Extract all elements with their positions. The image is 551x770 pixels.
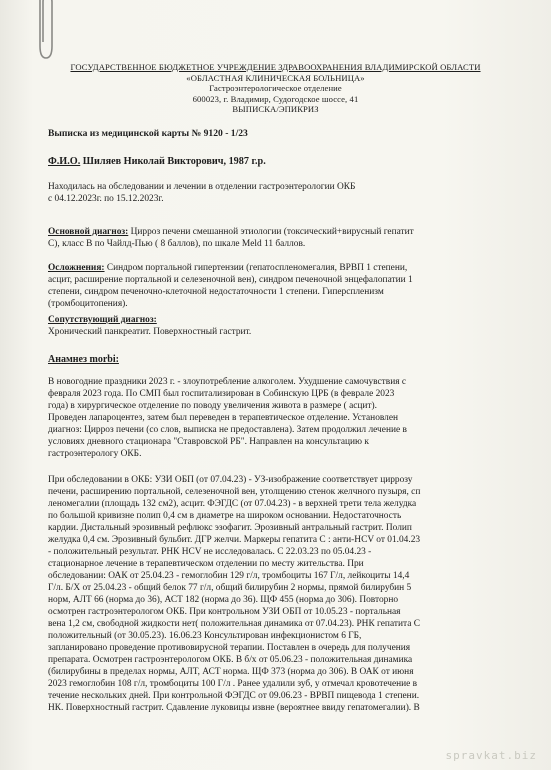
accompanying-label: Сопутствующий диагноз: [48, 315, 157, 325]
fio-label: Ф.И.О. [48, 156, 81, 167]
stay-period [48, 181, 508, 205]
complications-line-2: асцит, расширение портальной и селезеночной вен), синдром печеночной энцефалопатии 1 [48, 275, 413, 285]
complications-line-1: Синдром портальной гипертензии (гепатоспленомегалия, ВРВП 1 степени, [104, 263, 408, 273]
text-line: диагноз: Цирроз печени (со слов, выписка не предоставлена). Затем продолжил лечение в [48, 425, 407, 435]
watermark: spravkat.biz [445, 749, 537, 762]
anamnesis-paragraph-2 [48, 474, 508, 714]
text-line: (билирубины в пределах нормы, АЛТ, АСТ норма. ЩФ 373 (норма до 306). В ОАК от июня [48, 667, 414, 677]
accompanying-line-1: Хронический панкреатит. Поверхностный гастрит. [48, 327, 252, 337]
complications-label: Осложнения: [48, 263, 105, 273]
text-line: Г/л. Б/Х от 25.04.23 - общий белок 77 г/л, общий билирубин 2 нормы, прямой билирубин 5 [48, 583, 412, 593]
text-line: препарата. Осмотрен гастроэнтерологом ОКБ. В б/х от 05.06.23 - положительная динамика [48, 655, 413, 665]
text-line: стационарное лечение в терапевтическом отделении по месту жительства. При [48, 559, 364, 569]
header-line-4: 600023, г. Владимир, Судогодское шоссе, 41 [192, 93, 359, 104]
header-line-1: ГОСУДАРСТВЕННОЕ БЮДЖЕТНОЕ УЧРЕЖДЕНИЕ ЗДРАВООХРАНЕНИЯ ВЛАДИМИРСКОЙ ОБЛАСТИ [70, 62, 481, 72]
text-line: В новогодние праздники 2023 г. - злоупотребление алкоголем. Ухудшение самочувствия с [48, 377, 407, 387]
fio-value: Шиляев Николай Викторович, 1987 г.р. [80, 156, 266, 167]
text-line: положительный (от 30.05.23). 16.06.23 Консультирован инфекционистом 6 ГБ, [48, 631, 362, 641]
text-line: 2023 гемоглобин 108 г/л, тромбоциты 100 Г/л . Ранее удалили зуб, у отмечал кровотечение в [48, 679, 418, 689]
text-line: гастроэнтерологу ОКБ. [48, 449, 142, 459]
text-line: желудка 0,4 см. Эрозивный бульбит. ДГР желчи. Маркеры гепатита С : анти-HCV от 01.04.23 [48, 535, 421, 545]
anamnesis-paragraph-1 [48, 376, 508, 460]
accompanying-diagnosis [48, 314, 508, 338]
text-line: года) в хирургическое отделение по поводу увеличения живота в размере ( асцит). [48, 401, 378, 411]
text-line: по большой кривизне полип 0,4 см в диаметре на широком основании. Недостаточность [48, 511, 402, 521]
text-line: февраля 2023 года. По СМП был госпитализирован в Собинскую ЦРБ (в феврале 2023 [48, 389, 395, 399]
text-line: Проведен лапароцентез, затем был переведен в терапевтическое отделение. Установлен [48, 413, 399, 423]
text-line: - положительный результат. РНК HCV не исследовалась. С 22.03.23 по 05.04.23 - [48, 547, 372, 557]
text-line: вена 1,2 см, свободной жидкости нет( положительная динамика от 07.04.23). РНК гепатита С [48, 619, 420, 629]
stay-line-1: Находилась на обследовании и лечении в отделении гастроэнтерологии ОКБ [48, 182, 356, 192]
main-diagnosis-label: Основной диагноз: [48, 227, 129, 237]
text-line: условиях дневного стационара "Ставровской РБ". Направлен на консультацию к [48, 437, 369, 447]
complications-line-4: (тромбоцитопения). [48, 299, 128, 309]
main-diagnosis-line-1: Цирроз печени смешанной этиологии (токсический+вирусный гепатит [128, 227, 414, 237]
text-line: обследовании: ОАК от 25.04.23 - гемоглобин 129 г/л, тромбоциты 167 Г/л, лейкоциты 14,4 [48, 571, 410, 581]
text-line: запланировано проведение противовирусной терапии. Поставлен в очередь для получения [48, 643, 411, 653]
anamnesis-heading [48, 354, 508, 366]
text-line: печени, расширению портальной, селезеночной вен, утолщению стенок желчного пузыря, сп [48, 487, 421, 497]
text-line: течение нескольких дней. При контрольной ФЭГДС от 09.06.23 - ВРВП пищевода 1 степени. [48, 691, 420, 701]
main-diagnosis [48, 226, 508, 250]
header-line-5: ВЫПИСКА/ЭПИКРИЗ [232, 104, 319, 114]
text-line: леномегалии (площадь 132 см2), асцит. ФЭГДС (от 07.04.23) - в верхней трети тела желудка [48, 499, 417, 509]
header-line-3: Гастроэнтерологическое отделение [209, 83, 342, 93]
anamnesis-label: Анамнез morbi: [48, 354, 119, 365]
complications [48, 262, 508, 310]
main-diagnosis-line-2: С), класс В по Чайлд-Пью ( 8 баллов), по шкале Meld 11 баллов. [48, 239, 306, 249]
patient-name [48, 156, 266, 167]
institution-header [0, 62, 551, 115]
text-line: осмотрен гастроэнтерологом ОКБ. При контрольном УЗИ ОБП от 10.05.23 - портальная [48, 607, 401, 617]
complications-line-3: степени, синдром печеночно-клеточной недостаточности 1 степени. Гиперспленизм [48, 287, 384, 297]
header-line-2: «ОБЛАСТНАЯ КЛИНИЧЕСКАЯ БОЛЬНИЦА» [186, 72, 365, 83]
stay-line-2: с 04.12.2023г. по 15.12.2023г. [48, 194, 164, 204]
paperclip-icon [34, 0, 56, 64]
record-title: Выписка из медицинской карты № 9120 - 1/23 [48, 128, 248, 139]
text-line: НК. Поверхностный гастрит. Сдавление луковицы извне (вероятнее ввиду гепатомегалии). В [48, 703, 420, 713]
text-line: норм, АЛТ 66 (норма до 36), АСТ 182 (норма до 36). ЩФ 455 (норма до 306). Повторно [48, 595, 399, 605]
text-line: кардии. Дистальный эрозивный рефлюкс эзофагит. Эрозивный антральный гастрит. Полип [48, 523, 412, 533]
text-line: При обследовании в ОКБ: УЗИ ОБП (от 07.04.23) - УЗ-изображение соответствует циррозу [48, 475, 413, 485]
